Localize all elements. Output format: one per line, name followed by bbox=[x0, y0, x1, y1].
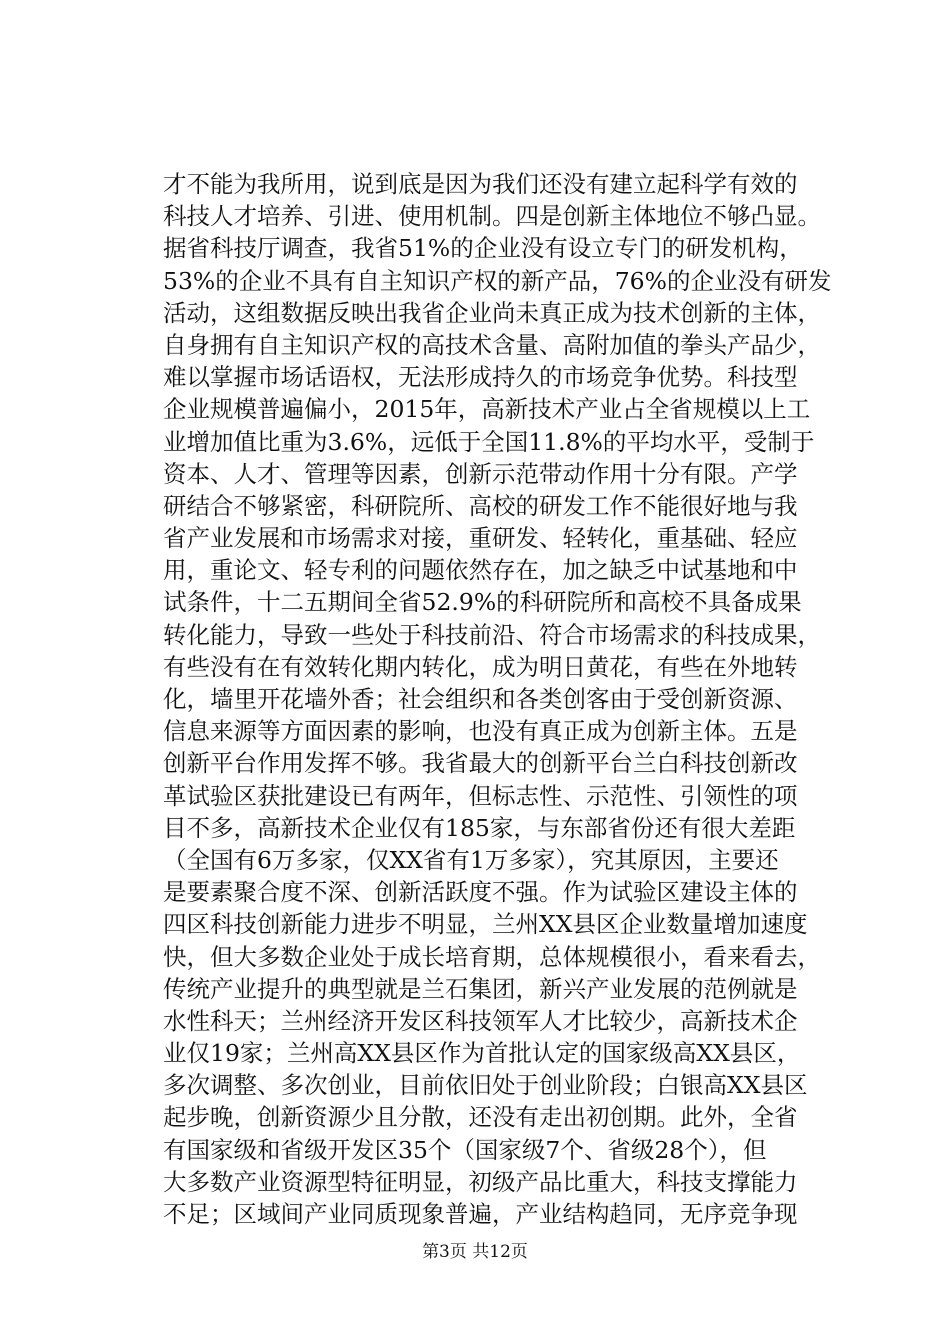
text-line: 传统产业提升的典型就是兰石集团，新兴产业发展的范例就是 bbox=[163, 974, 798, 1003]
text-line: 研结合不够紧密，科研院所、高校的研发工作不能很好地与我 bbox=[163, 491, 798, 520]
page-footer: 第3页 共12页 bbox=[422, 1242, 528, 1262]
text-line: 四区科技创新能力进步不明显，兰州XX县区企业数量增加速度 bbox=[163, 910, 808, 939]
text-line: 多次调整、多次创业，目前依旧处于创业阶段；白银高XX县区 bbox=[163, 1071, 808, 1100]
text-line: 试条件，十二五期间全省52.9%的科研院所和高校不具备成果 bbox=[163, 588, 802, 617]
text-line: 起步晚，创新资源少且分散，还没有走出初创期。此外，全省 bbox=[163, 1103, 798, 1132]
text-line: 转化能力，导致一些处于科技前沿、符合市场需求的科技成果， bbox=[163, 620, 821, 649]
text-line: 资本、人才、管理等因素，创新示范带动作用十分有限。产学 bbox=[163, 459, 798, 488]
text-line: 化，墙里开花墙外香；社会组织和各类创客由于受创新资源、 bbox=[163, 685, 798, 713]
text-line: 业仅19家；兰州高XX县区作为首批认定的国家级高XX县区， bbox=[163, 1039, 801, 1068]
text-line: 据省科技厅调查，我省51%的企业没有设立专门的研发机构， bbox=[163, 234, 803, 263]
text-line: 企业规模普遍偏小，2015年，高新技术产业占全省规模以上工 bbox=[163, 395, 811, 424]
text-line: 难以掌握市场话语权，无法形成持久的市场竞争优势。科技型 bbox=[163, 363, 798, 392]
text-line: 有些没有在有效转化期内转化，成为明日黄花，有些在外地转 bbox=[163, 652, 798, 681]
text-line: 业增加值比重为3.6%，远低于全国11.8%的平均水平，受制于 bbox=[163, 427, 815, 456]
text-line: 才不能为我所用，说到底是因为我们还没有建立起科学有效的 bbox=[163, 170, 798, 198]
text-line: 活动，这组数据反映出我省企业尚未真正成为技术创新的主体， bbox=[163, 298, 821, 327]
text-line: 目不多，高新技术企业仅有185家，与东部省份还有很大差距 bbox=[163, 813, 796, 842]
text-line: 自身拥有自主知识产权的高技术含量、高附加值的拳头产品少， bbox=[163, 330, 821, 359]
text-line: 科技人才培养、引进、使用机制。四是创新主体地位不够凸显。 bbox=[163, 202, 821, 231]
text-line: 53%的企业不具有自主知识产权的新产品，76%的企业没有研发 bbox=[163, 266, 832, 295]
text-line: 有国家级和省级开发区35个（国家级7个、省级28个），但 bbox=[163, 1135, 767, 1164]
text-line: 信息来源等方面因素的影响，也没有真正成为创新主体。五是 bbox=[163, 717, 798, 746]
text-line: 不足；区域间产业同质现象普遍，产业结构趋同，无序竞争现 bbox=[163, 1200, 798, 1228]
body-text bbox=[163, 168, 843, 1230]
text-line: 快，但大多数企业处于成长培育期，总体规模很小，看来看去， bbox=[163, 942, 821, 971]
text-line: 创新平台作用发挥不够。我省最大的创新平台兰白科技创新改 bbox=[163, 749, 798, 778]
text-line: 是要素聚合度不深、创新活跃度不强。作为试验区建设主体的 bbox=[163, 878, 798, 907]
text-line: （全国有6万多家，仅XX省有1万多家），究其原因，主要还 bbox=[163, 845, 779, 874]
text-line: 用，重论文、轻专利的问题依然存在，加之缺乏中试基地和中 bbox=[163, 556, 798, 585]
text-line: 革试验区获批建设已有两年，但标志性、示范性、引领性的项 bbox=[163, 781, 798, 810]
text-line: 水性科天；兰州经济开发区科技领军人才比较少，高新技术企 bbox=[163, 1006, 798, 1035]
text-line: 大多数产业资源型特征明显，初级产品比重大，科技支撑能力 bbox=[163, 1167, 798, 1196]
text-line: 省产业发展和市场需求对接，重研发、轻转化，重基础、轻应 bbox=[163, 524, 798, 553]
